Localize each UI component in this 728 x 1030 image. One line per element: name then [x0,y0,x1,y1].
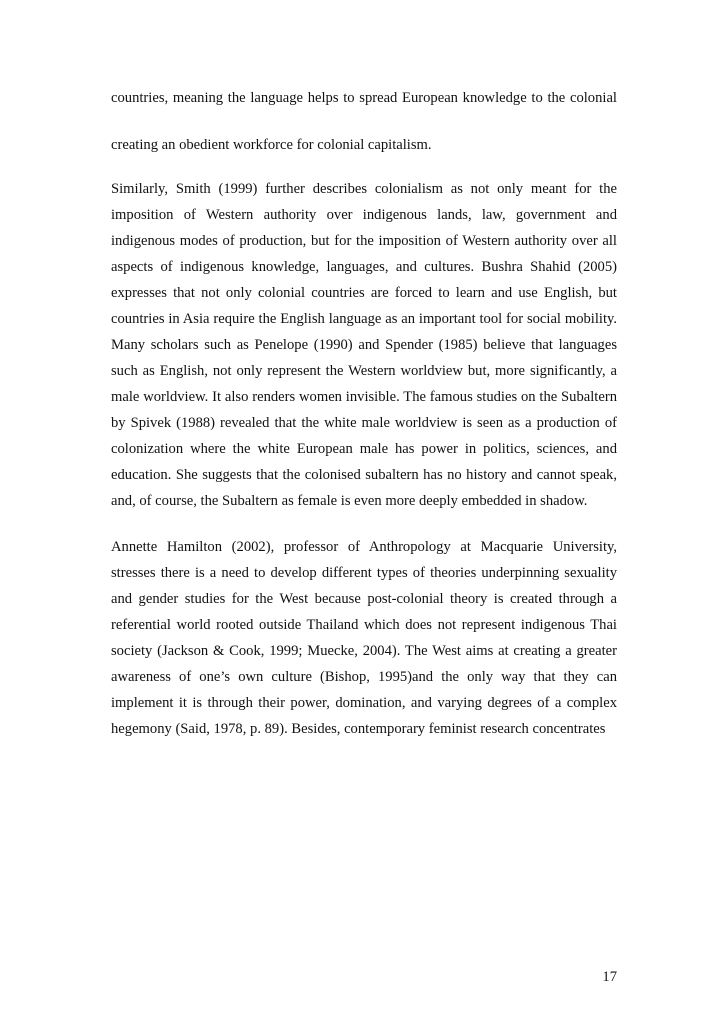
text-line: hegemony (Said, 1978, p. 89). Besides, contemporary feminist research concentrates [111,721,606,737]
text-line: society (Jackson & Cook, 1999; Muecke, 2004). The West aims at creating a greater [111,643,617,659]
text-line: aspects of indigenous knowledge, languages, and cultures. Bushra Shahid (2005) [111,259,617,275]
text-line: referential world rooted outside Thailand which does not represent indigenous Thai [111,617,617,633]
text-line: indigenous modes of production, but for the imposition of Western authority over all [111,233,617,249]
text-line: education. She suggests that the colonised subaltern has no history and cannot speak, [111,467,617,483]
text-line: colonization where the white European male has power in politics, sciences, and [111,441,617,457]
text-line: stresses there is a need to develop different types of theories underpinning sexuality [111,565,617,581]
text-line: imposition of Western authority over indigenous lands, law, government and [111,207,617,223]
text-line: Many scholars such as Penelope (1990) and Spender (1985) believe that languages [111,337,617,353]
text-line: Similarly, Smith (1999) further describes colonialism as not only meant for the [111,181,617,197]
text-line: such as English, not only represent the Western worldview but, more significantly, a [111,363,617,379]
text-line: expresses that not only colonial countries are forced to learn and use English, but [111,285,617,301]
text-line: creating an obedient workforce for colonial capitalism. [111,137,432,153]
text-line: and, of course, the Subaltern as female is even more deeply embedded in shadow. [111,493,588,509]
text-line: male worldview. It also renders women invisible. The famous studies on the Subaltern [111,389,617,405]
text-line: Annette Hamilton (2002), professor of Anthropology at Macquarie University, [111,539,617,555]
text-line: awareness of one’s own culture (Bishop, 1995)and the only way that they can [111,669,617,685]
page-number: 17 [602,969,617,985]
text-line: countries, meaning the language helps to spread European knowledge to the colonial [111,90,617,106]
text-line: countries in Asia require the English language as an important tool for social mobility. [111,311,617,327]
text-line: implement it is through their power, domination, and varying degrees of a complex [111,695,617,711]
text-line: by Spivek (1988) revealed that the white male worldview is seen as a production of [111,415,617,431]
text-line: and gender studies for the West because post-colonial theory is created through a [111,591,617,607]
